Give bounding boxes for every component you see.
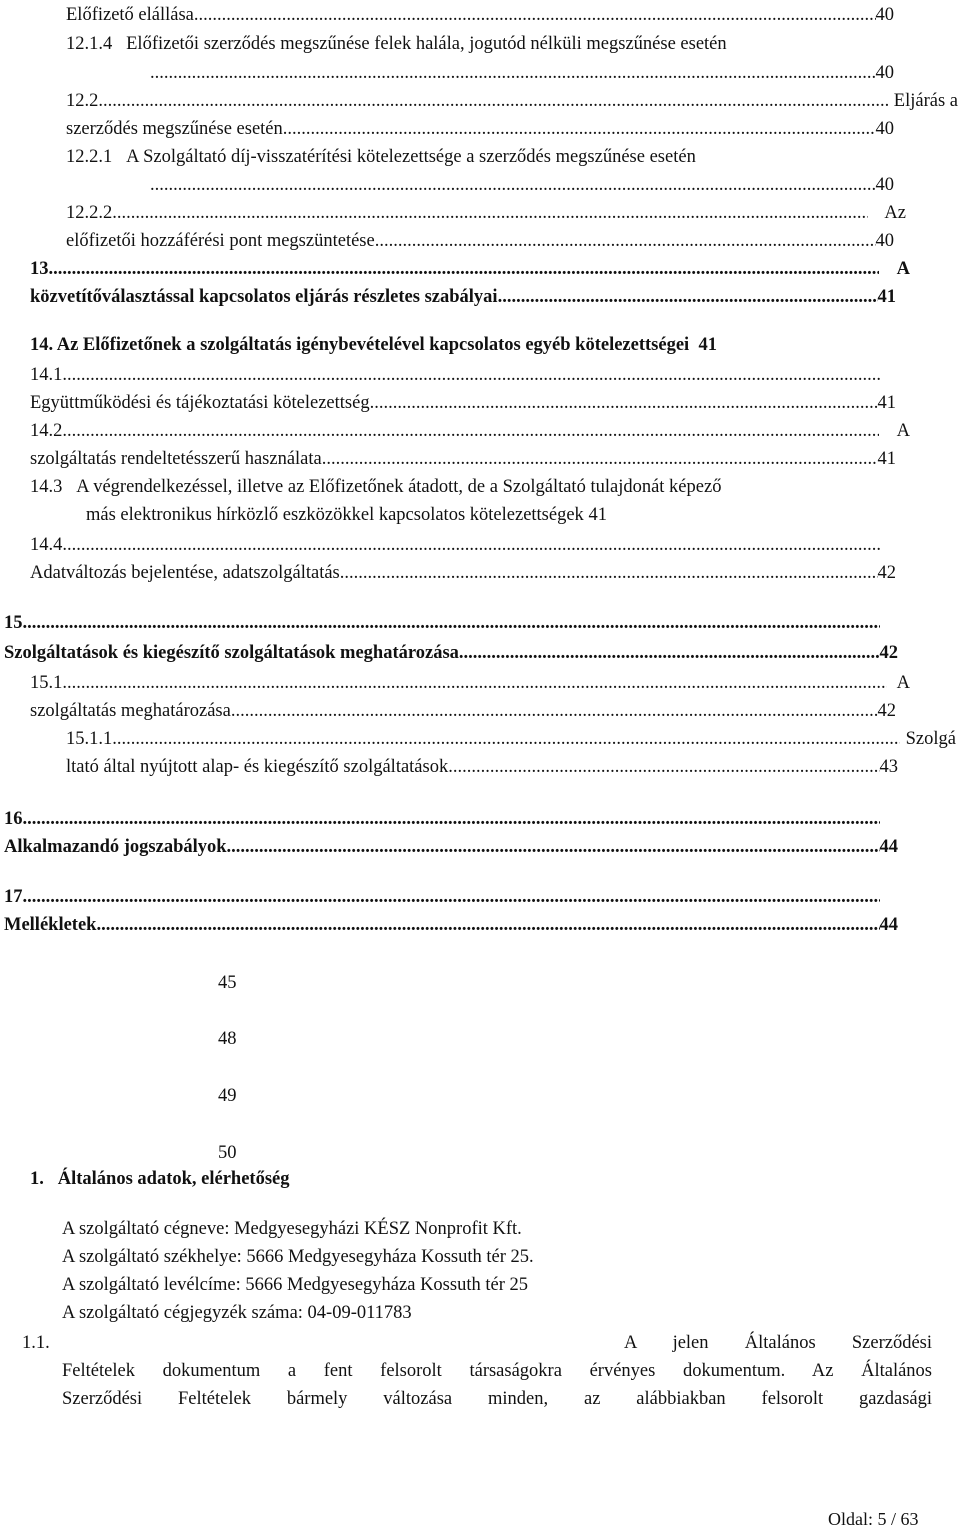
toc-entry-13-cont[interactable] bbox=[30, 284, 896, 310]
toc-entry-12-1-4-cont[interactable] bbox=[150, 60, 894, 86]
toc-entry-number: 14.2 bbox=[30, 421, 63, 441]
toc-page-number: 40 bbox=[875, 5, 894, 25]
toc-leader bbox=[112, 200, 868, 226]
toc-leader bbox=[53, 256, 879, 282]
toc-entry-15-cont[interactable] bbox=[4, 640, 898, 666]
toc-entry-text: Előfizetői szerződés megszűnése felek halála, jogutód nélküli megszűnése esetén bbox=[126, 34, 727, 54]
toc-entry-15-1-cont[interactable] bbox=[30, 698, 896, 724]
toc-entry-14-3-cont[interactable] bbox=[86, 502, 946, 528]
toc-entry-number: 13. bbox=[30, 259, 54, 279]
toc-entry-number: 17. bbox=[4, 887, 28, 907]
toc-leader bbox=[62, 532, 880, 558]
toc-entry-number: 12.1.4 bbox=[66, 34, 113, 54]
toc-entry-17[interactable] bbox=[4, 884, 880, 910]
toc-page-number: 41 bbox=[698, 335, 717, 355]
company-name-line: A szolgáltató cégneve: Medgyesegyházi KÉSZ Nonprofit Kft. bbox=[62, 1219, 522, 1239]
toc-entry-15-1-1[interactable] bbox=[66, 726, 956, 752]
toc-entry-12-1-4[interactable] bbox=[66, 31, 936, 57]
toc-entry-text: A Szolgáltató díj-visszatérítési kötelezettsége a szerződés megszűnése esetén bbox=[126, 147, 696, 167]
toc-page-number: 44 bbox=[879, 915, 898, 935]
toc-leader bbox=[62, 418, 878, 444]
paragraph-first-line bbox=[624, 1330, 932, 1356]
toc-leader bbox=[150, 60, 876, 86]
toc-leader bbox=[150, 172, 876, 198]
toc-entry-text: Szolgáltatások és kiegészítő szolgáltatások meghatározása ..... bbox=[4, 640, 880, 666]
toc-entry-number: 12.2.2 bbox=[66, 203, 113, 223]
toc-entry-12-2[interactable] bbox=[66, 88, 958, 114]
toc-entry-text: más elektronikus hírközlő eszközökkel kapcsolatos kötelezettségek bbox=[86, 505, 584, 525]
paragraph-line-2-text: Feltételek dokumentum a fent felsorolt társaságokra érvényes dokumentum. Az Általános bbox=[62, 1361, 932, 1381]
toc-leader bbox=[27, 610, 880, 636]
annex-page-number: 49 bbox=[218, 1086, 237, 1106]
toc-entry-text: szolgáltatás rendeltetésszerű használata ..... bbox=[30, 446, 878, 472]
toc-entry-number: 16. bbox=[4, 809, 28, 829]
toc-entry-14-4-cont[interactable] bbox=[30, 560, 896, 586]
paragraph-line-3 bbox=[62, 1386, 932, 1412]
toc-page-number: 42 bbox=[877, 563, 896, 583]
toc-entry-number: 15.1 bbox=[30, 673, 63, 693]
toc-entry-16[interactable] bbox=[4, 806, 880, 832]
toc-entry-number: 12.2 bbox=[66, 91, 99, 111]
toc-page-number: 41 bbox=[877, 287, 896, 307]
toc-leader bbox=[98, 88, 887, 114]
toc-entry-12-2-1[interactable] bbox=[66, 144, 936, 170]
company-registration-line: A szolgáltató cégjegyzék száma: 04-09-011783 bbox=[62, 1303, 412, 1323]
company-mail-address-line: A szolgáltató levélcíme: 5666 Medgyesegyháza Kossuth tér 25 bbox=[62, 1275, 528, 1295]
toc-entry-number: 15. bbox=[4, 613, 28, 633]
toc-entry-16-cont[interactable] bbox=[4, 834, 898, 860]
toc-entry-tail: A bbox=[896, 259, 910, 279]
toc-entry-14-2[interactable] bbox=[30, 418, 910, 444]
toc-entry-text: előfizetői hozzáférési pont megszüntetése ..... bbox=[66, 228, 876, 254]
toc-page-number: 40 bbox=[875, 231, 894, 251]
toc-entry-tail: Az bbox=[884, 203, 906, 223]
toc-page-number: 40 bbox=[875, 119, 894, 139]
toc-entry-text: ltató által nyújtott alap- és kiegészítő szolgáltatások ..... bbox=[66, 754, 880, 780]
toc-page-number: 41 bbox=[877, 393, 896, 413]
toc-entry-14[interactable] bbox=[30, 332, 910, 358]
toc-entry-text: Együttműködési és tájékoztatási kötelezettség ..... bbox=[30, 390, 878, 416]
toc-page-number: 44 bbox=[879, 837, 898, 857]
toc-entry-15-1[interactable] bbox=[30, 670, 910, 696]
toc-entry-14-4[interactable] bbox=[30, 532, 880, 558]
toc-entry-14-3[interactable] bbox=[30, 474, 950, 500]
company-seat-line: A szolgáltató székhelye: 5666 Medgyesegyháza Kossuth tér 25. bbox=[62, 1247, 534, 1267]
toc-entry-number: 15.1.1 bbox=[66, 729, 113, 749]
toc-leader bbox=[62, 362, 880, 388]
toc-entry-number: 14.3 bbox=[30, 477, 63, 497]
toc-page-number: 40 bbox=[875, 175, 894, 195]
toc-entry-17-cont[interactable] bbox=[4, 912, 898, 938]
toc-entry-14-1-cont[interactable] bbox=[30, 390, 896, 416]
paragraph-line-2 bbox=[62, 1358, 932, 1384]
toc-entry-13[interactable] bbox=[30, 256, 910, 282]
toc-entry-12-2-2[interactable] bbox=[66, 200, 906, 226]
toc-entry-15[interactable] bbox=[4, 610, 880, 636]
toc-entry-text: Előfizető elállása ..... bbox=[66, 2, 876, 28]
toc-entry-14-2-cont[interactable] bbox=[30, 446, 896, 472]
toc-entry-elofizeto-elallasa[interactable] bbox=[66, 2, 894, 28]
toc-entry-tail: A bbox=[896, 421, 910, 441]
paragraph-number: 1.1. bbox=[22, 1333, 50, 1353]
toc-entry-number: 14.1 bbox=[30, 365, 63, 385]
annex-page-number: 50 bbox=[218, 1143, 237, 1163]
toc-leader bbox=[27, 884, 880, 910]
toc-entry-text: Mellékletek ..... bbox=[4, 912, 880, 938]
toc-entry-tail: Szolgá bbox=[905, 729, 956, 749]
paragraph-first-text: A jelen Általános Szerződési bbox=[624, 1333, 932, 1353]
annex-page-number: 48 bbox=[218, 1029, 237, 1049]
toc-page-number: 42 bbox=[879, 643, 898, 663]
toc-entry-tail: Eljárás a bbox=[893, 91, 958, 111]
toc-entry-text: A végrendelkezéssel, illetve az Előfizetőnek átadott, de a Szolgáltató tulajdonát képező bbox=[76, 477, 722, 497]
toc-page-number: 41 bbox=[877, 449, 896, 469]
toc-entry-text: közvetítőválasztással kapcsolatos eljárás részletes szabályai ..... bbox=[30, 284, 878, 310]
toc-leader bbox=[27, 806, 880, 832]
toc-entry-12-2-1-cont[interactable] bbox=[150, 172, 894, 198]
toc-entry-text: szolgáltatás meghatározása ..... bbox=[30, 698, 878, 724]
toc-leader bbox=[112, 726, 899, 752]
toc-page-number: 40 bbox=[875, 63, 894, 83]
toc-page-number: 41 bbox=[588, 505, 607, 525]
toc-entry-text: 14. Az Előfizetőnek a szolgáltatás igénybevételével kapcsolatos egyéb kötelezettségei bbox=[30, 335, 690, 355]
toc-page-number: 42 bbox=[877, 701, 896, 721]
toc-entry-15-1-1-cont[interactable] bbox=[66, 754, 898, 780]
toc-entry-number: 14.4 bbox=[30, 535, 63, 555]
page-number-footer: Oldal: 5 / 63 bbox=[828, 1509, 919, 1529]
toc-entry-number: 12.2.1 bbox=[66, 147, 113, 167]
toc-entry-14-1[interactable] bbox=[30, 362, 880, 388]
toc-leader bbox=[62, 670, 886, 696]
paragraph-line-3-text: Szerződési Feltételek bármely változása minden, az alábbiakban felsorolt gazdasági bbox=[62, 1389, 932, 1409]
toc-entry-12-2-cont[interactable] bbox=[66, 116, 894, 142]
toc-entry-text: szerződés megszűnése esetén ..... bbox=[66, 116, 876, 142]
toc-entry-text: Adatváltozás bejelentése, adatszolgáltatás ..... bbox=[30, 560, 878, 586]
section-heading: 1. Általános adatok, elérhetőség bbox=[30, 1169, 290, 1189]
annex-page-number: 45 bbox=[218, 973, 237, 993]
toc-entry-text: Alkalmazandó jogszabályok ..... bbox=[4, 834, 880, 860]
toc-entry-12-2-2-cont[interactable] bbox=[66, 228, 894, 254]
toc-entry-tail: A bbox=[896, 673, 910, 693]
toc-page-number: 43 bbox=[879, 757, 898, 777]
